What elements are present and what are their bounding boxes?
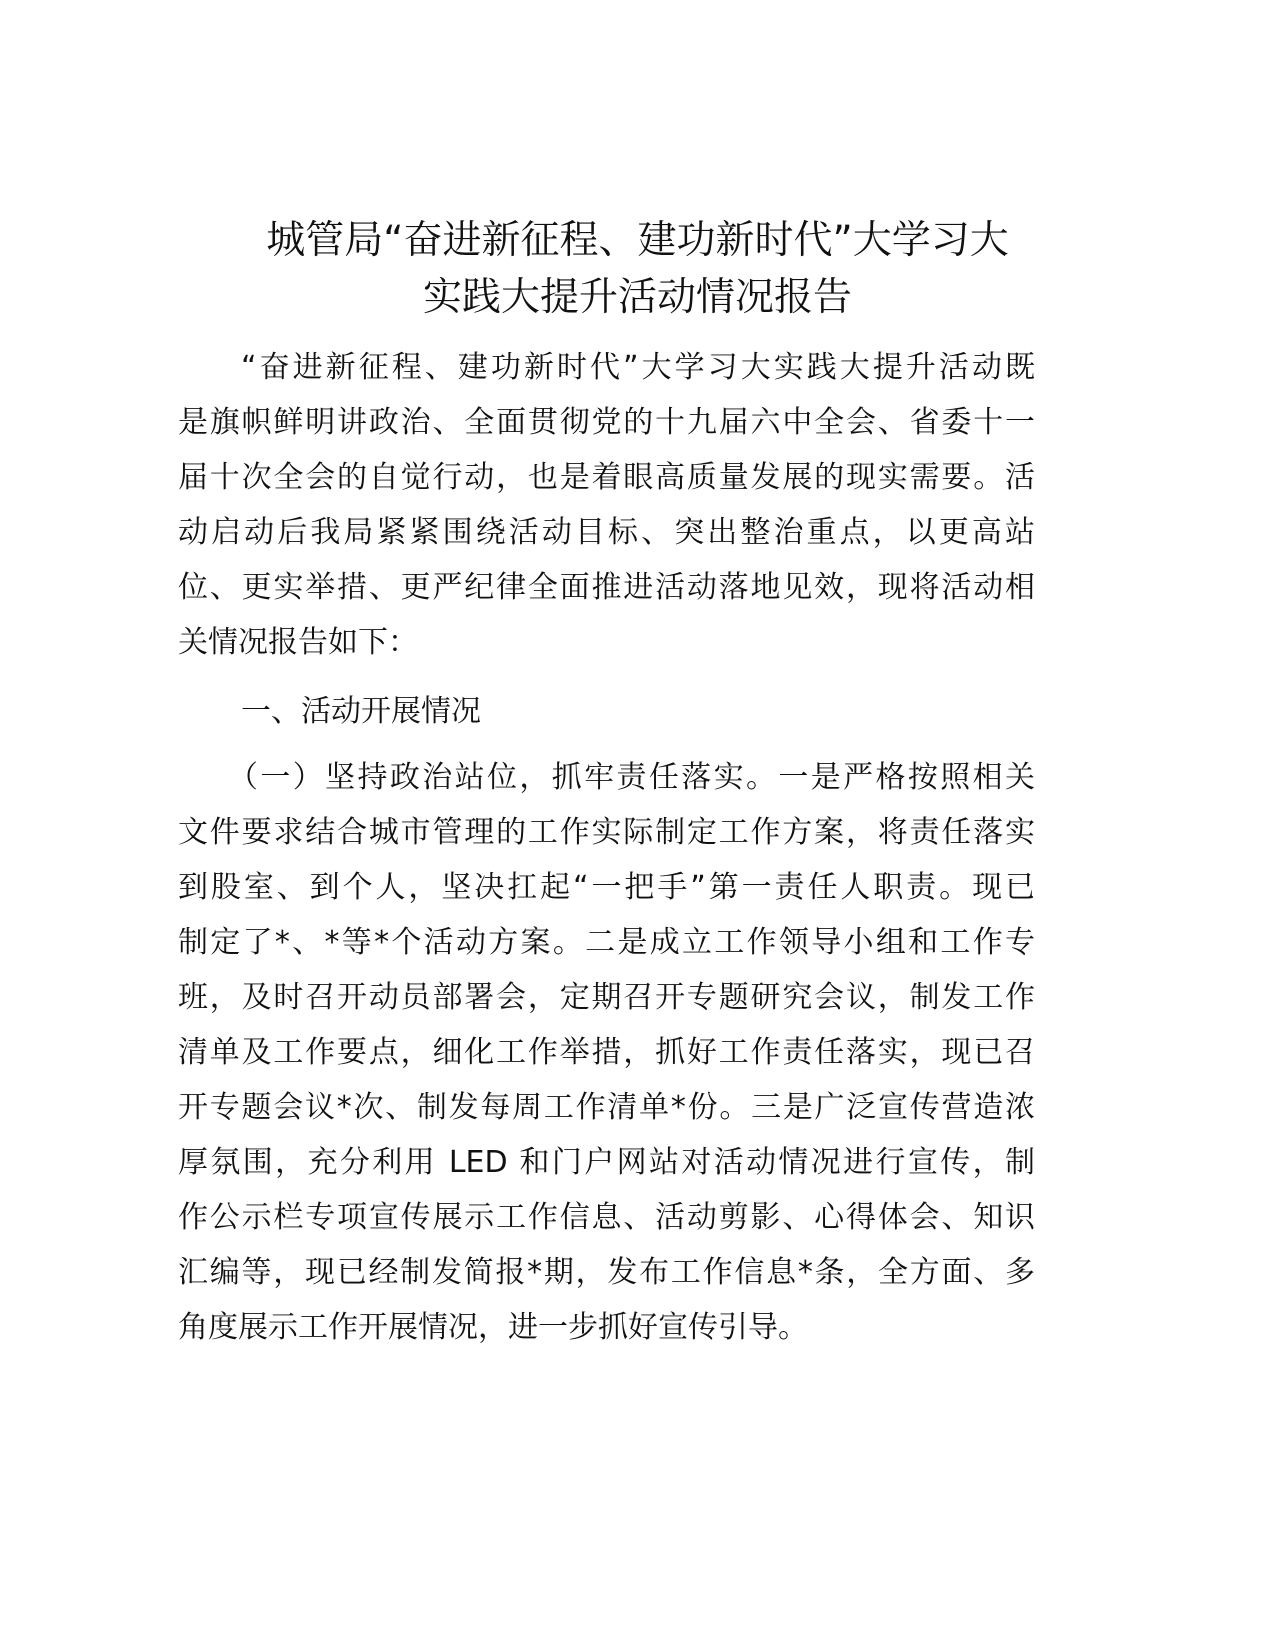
text-line: 厚氛围，充分利用 LED 和门户网站对活动情况进行宣传，制	[178, 1145, 1035, 1180]
text-line: 届十次全会的自觉行动，也是着眼高质量发展的现实需要。活	[178, 460, 1035, 495]
text-line: 清单及工作要点，细化工作举措，抓好工作责任落实，现已召	[178, 1035, 1035, 1070]
text-line: 制定了*、*等*个活动方案。二是成立工作领导小组和工作专	[178, 925, 1035, 960]
text-line: “奋进新征程、建功新时代”大学习大实践大提升活动既	[241, 350, 1035, 385]
text-line: （一）坚持政治站位，抓牢责任落实。一是严格按照相关	[228, 760, 1035, 795]
text-line: 是旗帜鲜明讲政治、全面贯彻党的十九届六中全会、省委十一	[178, 405, 1035, 440]
text-line: 班，及时召开动员部署会，定期召开专题研究会议，制发工作	[178, 980, 1035, 1015]
text-line: 动启动后我局紧紧围绕活动目标、突出整治重点，以更高站	[178, 515, 1035, 550]
text-line: 开专题会议*次、制发每周工作清单*份。三是广泛宣传营造浓	[178, 1090, 1035, 1125]
text-line: 汇编等，现已经制发简报*期，发布工作信息*条，全方面、多	[178, 1255, 1035, 1290]
text-line: 文件要求结合城市管理的工作实际制定工作方案，将责任落实	[178, 815, 1035, 850]
document-title	[150, 212, 1125, 326]
text-line: 到股室、到个人，坚决扛起“一把手”第一责任人职责。现已	[178, 870, 1035, 905]
title-line: 城管局“奋进新征程、建功新时代”大学习大	[266, 218, 1009, 263]
text-line: 作公示栏专项宣传展示工作信息、活动剪影、心得体会、知识	[178, 1200, 1035, 1235]
section-heading	[178, 684, 1035, 739]
text-line: 位、更实举措、更严纪律全面推进活动落地见效，现将活动相	[178, 570, 1035, 605]
title-line: 实践大提升活动情况报告	[422, 275, 852, 320]
text-line: 角度展示工作开展情况，进一步抓好宣传引导。	[178, 1310, 808, 1345]
section1-paragraph	[178, 750, 1035, 1355]
section-heading-text: 一、活动开展情况	[241, 694, 481, 729]
intro-paragraph	[178, 340, 1035, 670]
text-line: 关情况报告如下：	[178, 625, 418, 660]
